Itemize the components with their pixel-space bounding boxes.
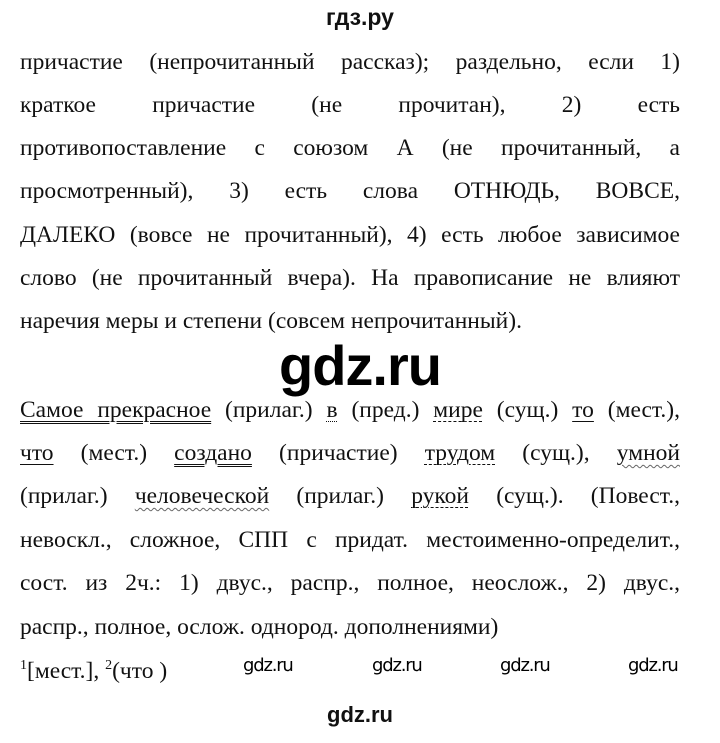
pos-label: (прилаг.)	[20, 483, 135, 509]
scheme-subordinate-clause: (что )	[112, 658, 168, 684]
rule-line-2: краткое причастие (не прочитан), 2) есть	[20, 92, 680, 118]
analysis-line-3	[20, 481, 680, 511]
pos-label: (прилаг.)	[269, 483, 412, 509]
word-adverbial-mire: мире	[433, 397, 483, 423]
pos-label: (пред.)	[337, 397, 434, 423]
pos-label: (мест.),	[593, 397, 680, 423]
sentence-scheme	[20, 656, 240, 686]
word-attribute-chelovecheskoy: человеческой	[134, 483, 270, 509]
word-object-rukoy: рукой	[411, 483, 469, 509]
scheme-main-clause: [мест.],	[27, 658, 106, 684]
pos-label: (причастие)	[251, 440, 425, 466]
rule-line-6: слово (не прочитанный вчера). На правописание не влияют	[20, 265, 680, 291]
pos-label: (мест.)	[53, 440, 175, 466]
watermark-small-3: gdz.ru	[500, 655, 550, 676]
word-predicate-samoe-prekrasnoe: Самое прекрасное	[20, 397, 212, 423]
rule-line-3: противопоставление с союзом А (не прочитанный, а	[20, 135, 680, 161]
watermark-large: gdz.ru	[279, 334, 441, 397]
footer-watermark: gdz.ru	[327, 702, 393, 727]
rule-line-7: наречия меры и степени (совсем непрочитанный).	[20, 308, 522, 334]
analysis-line-6: распр., полное, ослож. однород. дополнениями)	[20, 614, 499, 640]
pos-label: (прилаг.)	[211, 397, 327, 423]
word-subject-chto: что	[20, 440, 54, 466]
rule-line-4: просмотренный), 3) есть слова ОТНЮДЬ, ВОВСЕ,	[20, 178, 680, 204]
site-header: гдз.ру	[326, 4, 394, 30]
analysis-line-1	[20, 395, 680, 425]
word-subject-to: то	[572, 397, 594, 423]
rule-line-5: ДАЛЕКО (вовсе не прочитанный), 4) есть любое зависимое	[20, 222, 680, 248]
word-preposition-v: в	[326, 397, 338, 423]
analysis-line-4: невоскл., сложное, СПП с придат. местоименно-определит.,	[20, 527, 680, 553]
clause-number-1: 1	[20, 658, 27, 673]
word-predicate-sozdano: создано	[174, 440, 252, 466]
rule-line-1: причастие (непрочитанный рассказ); раздельно, если 1)	[20, 49, 680, 75]
word-attribute-umnoy: умной	[616, 440, 680, 466]
pos-label: (сущ.)	[482, 397, 573, 423]
word-object-trudom: трудом	[424, 440, 496, 466]
pos-label: (сущ.). (Повест.,	[468, 483, 681, 509]
watermark-small-1: gdz.ru	[243, 655, 293, 676]
analysis-line-5: сост. из 2ч.: 1) двус., распр., полное, неослож., 2) двус.,	[20, 570, 680, 596]
watermark-small-4: gdz.ru	[628, 655, 678, 676]
clause-number-2: 2	[105, 658, 113, 673]
analysis-line-2	[20, 438, 680, 468]
watermark-small-2: gdz.ru	[372, 655, 422, 676]
pos-label: (сущ.),	[495, 440, 617, 466]
